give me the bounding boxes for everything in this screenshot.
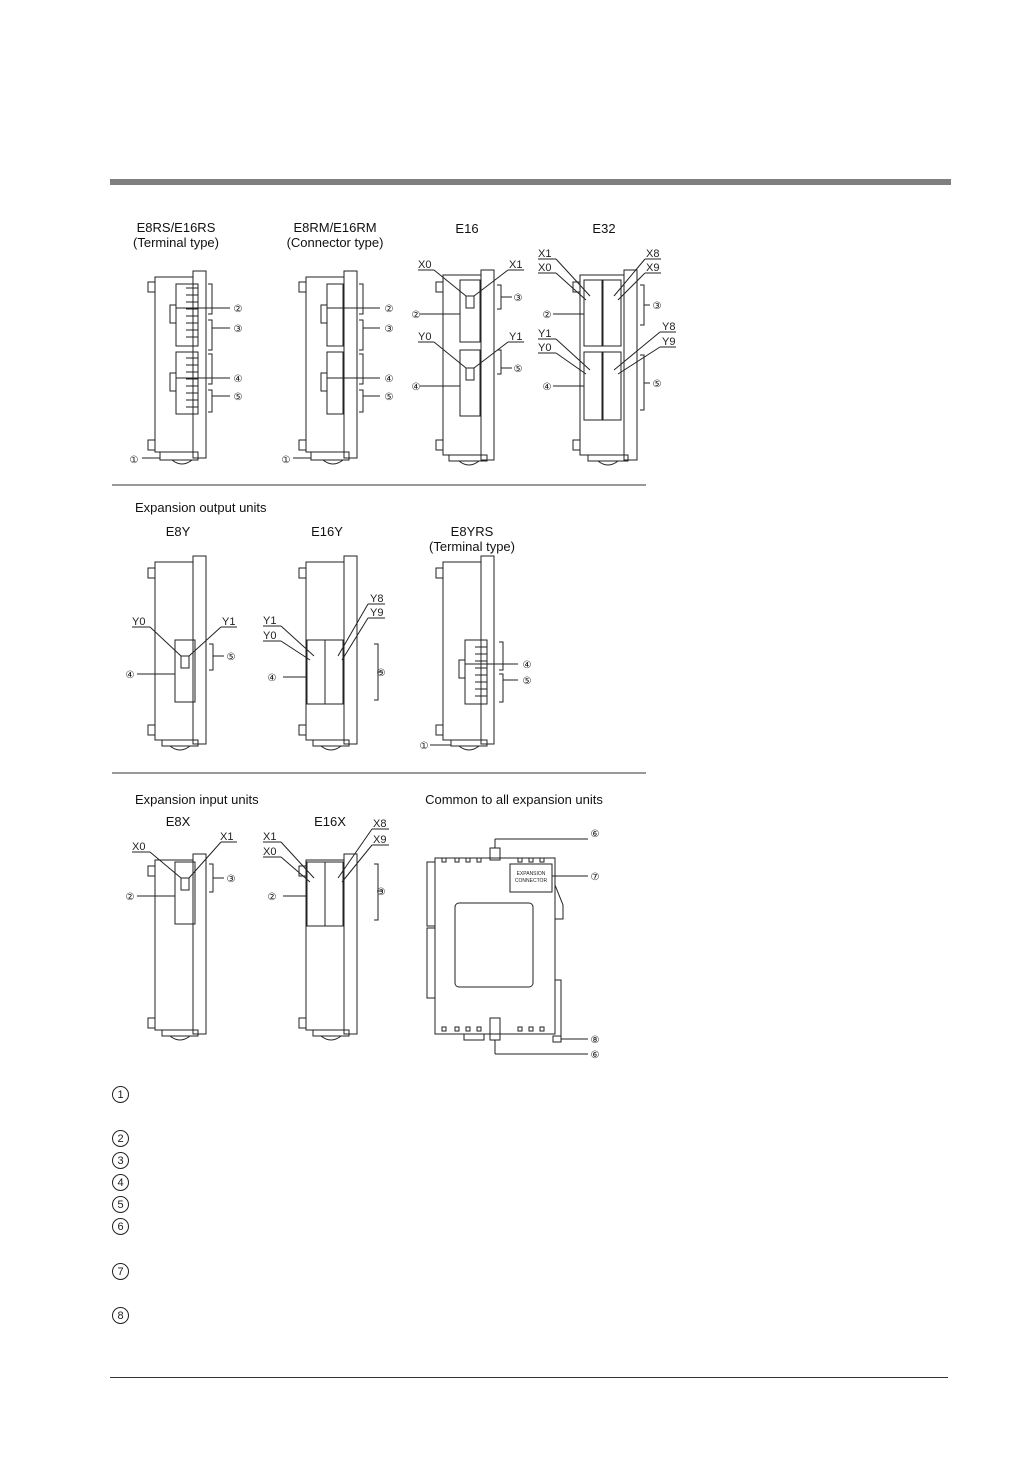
callout-4: ④ — [411, 382, 421, 393]
pin-x0: X0 — [263, 846, 277, 858]
callout-2: ② — [384, 304, 394, 315]
model-e8y: E8Y — [165, 524, 191, 539]
legend-item — [112, 1173, 129, 1191]
footer-rule — [110, 1377, 948, 1378]
callout-4: ④ — [522, 660, 532, 671]
callout-5: ⑤ — [513, 364, 523, 375]
model-e16y: E16Y — [311, 524, 343, 539]
pin-x0: X0 — [132, 841, 146, 853]
callout-6: ⑥ — [590, 1050, 600, 1061]
legend-badge: 8 — [112, 1307, 129, 1324]
connector-label-line-1: EXPANSION — [516, 871, 546, 877]
callout-3: ③ — [376, 887, 386, 898]
callout-8: ⑧ — [590, 1035, 600, 1046]
legend-badge: 5 — [112, 1196, 129, 1213]
pin-x0: X0 — [418, 259, 432, 271]
pin-y0: Y0 — [418, 331, 432, 343]
pin-y1: Y1 — [509, 331, 523, 343]
callout-5: ⑤ — [233, 392, 243, 403]
model-e8rm: E8RM/E16RM — [293, 220, 377, 235]
callout-2: ② — [267, 892, 277, 903]
callout-4: ④ — [384, 374, 394, 385]
callout-3: ③ — [652, 301, 662, 312]
callout-1: ① — [419, 741, 429, 752]
pin-x1: X1 — [263, 831, 277, 843]
callout-3: ③ — [233, 324, 243, 335]
model-e8yrs: E8YRS — [450, 524, 494, 539]
legend-item — [112, 1262, 129, 1280]
model-e16: E16 — [455, 221, 479, 236]
legend-badge: 1 — [112, 1086, 129, 1103]
callout-5: ⑤ — [384, 392, 394, 403]
unit-e8rm-drawing — [299, 271, 363, 464]
pin-x9: X9 — [646, 262, 660, 274]
legend-badge: 7 — [112, 1263, 129, 1280]
section-input-units: Expansion input units — [135, 792, 259, 807]
pin-x1: X1 — [220, 831, 234, 843]
callout-5: ⑤ — [652, 379, 662, 390]
callout-5: ⑤ — [522, 676, 532, 687]
model-e8yrs-type: (Terminal type) — [429, 539, 515, 554]
model-e8x: E8X — [165, 814, 191, 829]
pin-y0: Y0 — [132, 616, 146, 628]
unit-e8rs-drawing — [148, 271, 212, 464]
pin-y1: Y1 — [222, 616, 236, 628]
pin-y1: Y1 — [538, 328, 552, 340]
legend-item — [112, 1195, 129, 1213]
unit-e32-drawing — [573, 270, 644, 465]
pin-y0: Y0 — [538, 342, 552, 354]
callout-2: ② — [542, 310, 552, 321]
pin-y9: Y9 — [370, 607, 384, 619]
callout-4: ④ — [233, 374, 243, 385]
pin-x9: X9 — [373, 834, 387, 846]
legend-item — [112, 1085, 129, 1103]
pin-y1: Y1 — [263, 615, 277, 627]
legend-badge: 3 — [112, 1152, 129, 1169]
pin-y8: Y8 — [662, 321, 676, 333]
legend-item — [112, 1129, 129, 1147]
model-e16x: E16X — [314, 814, 346, 829]
pin-x0: X0 — [538, 262, 552, 274]
callout-5: ⑤ — [226, 652, 236, 663]
model-e8rs-type: (Terminal type) — [133, 235, 219, 250]
legend-badge: 4 — [112, 1174, 129, 1191]
unit-e8yrs-drawing — [436, 556, 503, 750]
section-output-units: Expansion output units — [135, 500, 267, 515]
pin-y0: Y0 — [263, 630, 277, 642]
unit-e16-drawing — [436, 270, 501, 465]
legend-badge: 2 — [112, 1130, 129, 1147]
model-e8rm-type: (Connector type) — [286, 235, 384, 250]
pin-y9: Y9 — [662, 336, 676, 348]
callout-3: ③ — [513, 293, 523, 304]
callout-2: ② — [233, 304, 243, 315]
unit-e8y-drawing — [148, 556, 213, 750]
legend-badge: 6 — [112, 1218, 129, 1235]
pin-x8: X8 — [373, 818, 387, 830]
connector-label-line-2: CONNECTOR — [514, 878, 548, 884]
callout-3: ③ — [226, 874, 236, 885]
callout-3: ③ — [384, 324, 394, 335]
callout-4: ④ — [267, 673, 277, 684]
pin-x1: X1 — [538, 248, 552, 260]
callout-1: ① — [281, 455, 291, 466]
pin-x1: X1 — [509, 259, 523, 271]
callout-7: ⑦ — [590, 872, 600, 883]
callout-4: ④ — [542, 382, 552, 393]
callout-5: ⑤ — [376, 668, 386, 679]
unit-e8x-drawing — [148, 854, 213, 1040]
unit-e16x-drawing — [299, 854, 378, 1040]
legend-item — [112, 1217, 129, 1235]
callout-1: ① — [129, 455, 139, 466]
legend-item — [112, 1151, 129, 1169]
model-e8rs: E8RS/E16RS — [136, 220, 216, 235]
callout-2: ② — [411, 310, 421, 321]
pin-x8: X8 — [646, 248, 660, 260]
section-common: Common to all expansion units — [425, 792, 603, 807]
callout-4: ④ — [125, 670, 135, 681]
pin-y8: Y8 — [370, 593, 384, 605]
legend-item — [112, 1306, 129, 1324]
callout-2: ② — [125, 892, 135, 903]
model-e32: E32 — [592, 221, 616, 236]
callout-6: ⑥ — [590, 829, 600, 840]
